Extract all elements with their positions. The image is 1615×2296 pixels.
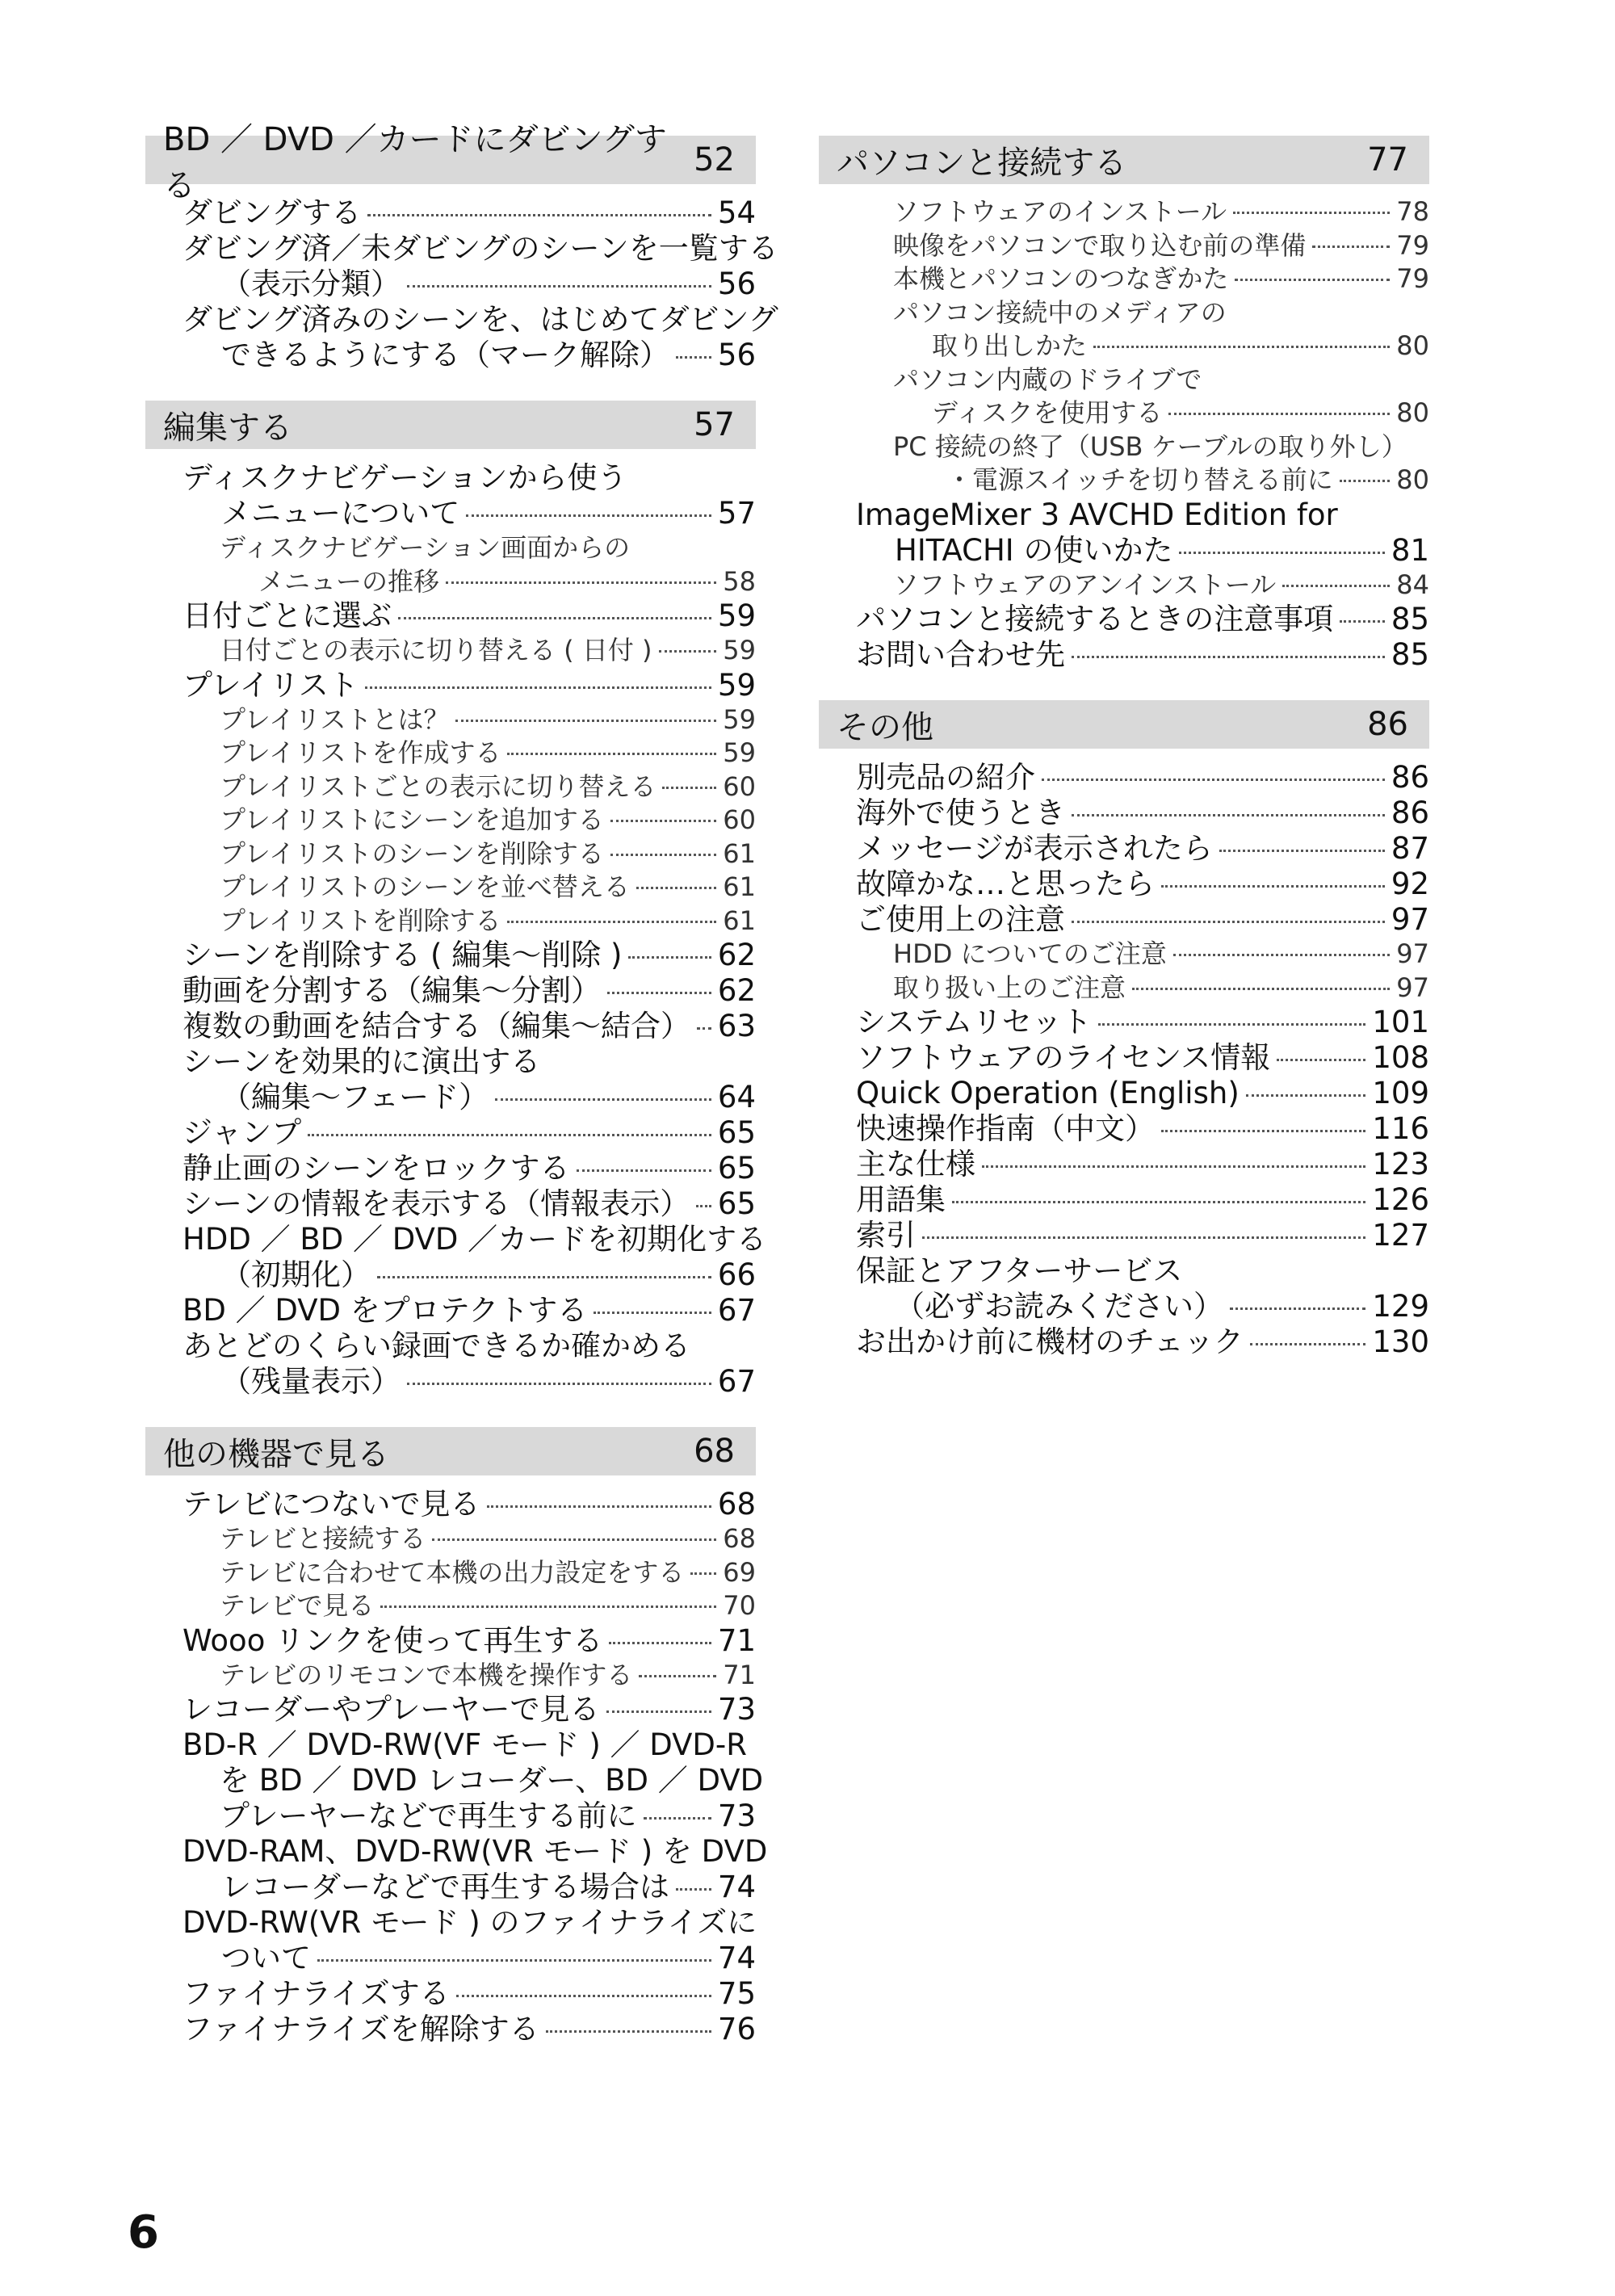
toc-entry-text: Quick Operation (English) [856, 1076, 1240, 1110]
section-title: 他の機器で見る [163, 1435, 389, 1473]
section-page: 68 [694, 1433, 735, 1470]
toc-entry[interactable] [145, 1727, 764, 1834]
toc-entry[interactable] [145, 770, 756, 804]
section-header [145, 401, 756, 449]
toc-entry-page: 65 [717, 1115, 756, 1150]
dot-leader [628, 956, 711, 959]
dot-leader [610, 854, 716, 856]
toc-entry[interactable] [145, 1222, 767, 1293]
dot-leader [546, 2030, 711, 2033]
dot-leader [507, 753, 716, 755]
toc-entry[interactable] [819, 229, 1429, 263]
toc-entry[interactable] [819, 430, 1429, 497]
toc-entry-text: システムリセット [856, 1005, 1092, 1039]
toc-entry-text: ソフトウェアのインストール [893, 196, 1227, 227]
dot-leader [495, 1098, 711, 1101]
toc-entry[interactable] [819, 363, 1429, 430]
toc-entry[interactable] [145, 1659, 756, 1693]
toc-entry-page: 60 [723, 804, 756, 835]
toc-entry[interactable] [819, 296, 1429, 363]
dot-leader [317, 1959, 711, 1962]
toc-entry[interactable] [145, 703, 756, 737]
toc-entry-page: 74 [717, 1870, 756, 1904]
dot-leader [609, 1642, 711, 1644]
toc-entry-text: ジャンプ [182, 1115, 302, 1150]
dot-leader [607, 992, 711, 994]
toc-entry-text: （初期化） [221, 1257, 371, 1292]
toc-entry-page: 70 [723, 1590, 756, 1621]
toc-entry[interactable] [145, 1186, 756, 1222]
toc-entry-page: 73 [717, 1799, 756, 1833]
toc-entry[interactable] [145, 1328, 756, 1400]
toc-entry-page: 87 [1391, 831, 1429, 866]
toc-entry-text: 日付ごとに選ぶ [182, 598, 392, 633]
toc-entry-page: 79 [1396, 229, 1429, 261]
toc-entry[interactable] [145, 1834, 768, 1905]
dot-leader [676, 1888, 711, 1891]
toc-entry-text: ダビング済／未ダビングのシーンを一覧する [182, 231, 778, 266]
toc-entry[interactable] [819, 1005, 1429, 1040]
dot-leader [690, 1572, 716, 1575]
dot-leader [1161, 1130, 1365, 1132]
toc-entry[interactable] [145, 1115, 756, 1151]
toc-entry-page: 126 [1372, 1182, 1429, 1217]
toc-entry-text: ImageMixer 3 AVCHD Edition for [856, 497, 1338, 532]
toc-entry-text: パソコン内蔵のドライブで [893, 363, 1202, 395]
toc-entry-text: HDD ／ BD ／ DVD ／カードを初期化する [182, 1222, 767, 1257]
toc-entry-page: 71 [717, 1622, 756, 1658]
toc-entry[interactable] [145, 668, 756, 703]
toc-entry-page: 71 [723, 1659, 756, 1690]
toc-entry-page: 85 [1391, 637, 1429, 672]
toc-entry-text: プレイリストとは？ [220, 703, 450, 735]
toc-entry-page: 97 [1396, 972, 1429, 1003]
toc-entry-page: 76 [717, 2012, 756, 2046]
toc-entry-text: プレーヤーなどで再生する前に [220, 1799, 637, 1833]
toc-entry-page: 80 [1396, 397, 1429, 428]
toc-entry-text: ソフトウェアのライセンス情報 [856, 1040, 1271, 1075]
toc-entry-text: 別売品の紹介 [856, 760, 1035, 795]
dot-leader [407, 1383, 711, 1385]
toc-entry-page: 130 [1372, 1324, 1429, 1359]
dot-leader [1340, 480, 1391, 482]
toc-entry-text: DVD-RAM、DVD-RW(VR モード ) を DVD [182, 1834, 768, 1869]
toc-entry-text: 故障かな…と思ったら [856, 867, 1155, 901]
toc-entry-page: 68 [723, 1523, 756, 1554]
dot-leader [606, 1710, 711, 1713]
section-entries [145, 195, 778, 373]
toc-entry-page: 64 [717, 1080, 756, 1114]
dot-leader [1233, 212, 1390, 214]
toc-entry[interactable] [145, 195, 756, 231]
toc-entry[interactable] [819, 262, 1429, 296]
dot-leader [662, 787, 716, 789]
section-entries [819, 760, 1429, 1360]
toc-entry[interactable] [819, 1182, 1429, 1218]
toc-entry-text: メッセージが表示されたら [856, 831, 1213, 866]
toc-entry[interactable] [145, 460, 756, 531]
toc-entry-page: 80 [1396, 464, 1429, 495]
dot-leader [1161, 885, 1385, 888]
toc-entry-text: テレビで見る [220, 1590, 375, 1621]
toc-entry-page: 80 [1396, 330, 1429, 361]
toc-entry-text: ソフトウェアのアンインストール [893, 569, 1277, 600]
toc-entry-text: ダビング済みのシーンを、はじめてダビング [182, 302, 778, 337]
toc-entry[interactable] [145, 1692, 756, 1727]
toc-entry-text: お出かけ前に機材のチェック [856, 1324, 1244, 1359]
toc-entry-text: 本機とパソコンのつなぎかた [893, 263, 1229, 294]
toc-entry-text: ファイナライズする [182, 1976, 450, 2011]
dot-leader [456, 1995, 711, 1997]
toc-entry-text: 保証とアフターサービス [856, 1253, 1183, 1288]
toc-entry-page: 81 [1391, 532, 1429, 568]
toc-entry[interactable] [145, 1044, 756, 1115]
toc-entry[interactable] [145, 531, 756, 598]
toc-entry[interactable] [819, 867, 1429, 902]
dot-leader [639, 1675, 716, 1677]
toc-entry[interactable] [145, 302, 778, 373]
toc-entry-text: シーンを削除する ( 編集〜削除 ) [182, 938, 623, 972]
dot-leader [1072, 814, 1385, 816]
dot-leader [1173, 954, 1390, 956]
toc-entry-page: 65 [717, 1186, 756, 1221]
toc-entry-page: 65 [717, 1151, 756, 1186]
dot-leader [610, 820, 716, 822]
toc-entry[interactable] [819, 795, 1429, 831]
toc-entry[interactable] [145, 1623, 756, 1659]
toc-entry[interactable] [145, 938, 756, 973]
dot-leader [365, 686, 711, 689]
toc-entry-text: HDD についてのご注意 [893, 938, 1167, 969]
toc-entry-page: 109 [1372, 1076, 1429, 1110]
toc-entry-text: あとどのくらい録画できるか確かめる [182, 1328, 690, 1363]
toc-entry-text: ディスクを使用する [932, 397, 1163, 428]
dot-leader [982, 1165, 1365, 1168]
toc-entry-page: 54 [717, 195, 756, 230]
toc-entry[interactable] [819, 760, 1429, 795]
dot-leader [1235, 279, 1390, 281]
toc-entry-page: 123 [1372, 1147, 1429, 1182]
toc-entry-page: 127 [1372, 1218, 1429, 1253]
toc-entry[interactable] [145, 1522, 756, 1556]
toc-entry-page: 85 [1391, 602, 1429, 636]
toc-entry-page: 56 [717, 267, 756, 301]
toc-entry-page: 67 [717, 1364, 756, 1399]
toc-entry[interactable] [145, 905, 756, 938]
toc-entry-text: プレイリスト [182, 667, 359, 703]
toc-entry-page: 86 [1391, 760, 1429, 795]
toc-entry-text: テレビと接続する [220, 1523, 426, 1554]
toc-entry[interactable] [819, 831, 1429, 867]
toc-entry[interactable] [819, 569, 1429, 602]
dot-leader [696, 1205, 711, 1207]
toc-entry[interactable] [819, 497, 1429, 569]
toc-entry[interactable] [819, 637, 1429, 673]
toc-entry-page: 59 [717, 598, 756, 633]
toc-entry-page: 61 [723, 837, 756, 869]
section-header [819, 136, 1429, 184]
section-header [145, 121, 756, 204]
toc-entry[interactable] [819, 1076, 1429, 1111]
toc-entry-text: シーンの情報を表示する（情報表示） [182, 1186, 690, 1221]
toc-entry-text: 映像をパソコンで取り込む前の準備 [893, 229, 1307, 261]
toc-entry-page: 58 [723, 565, 756, 597]
section-page: 57 [694, 406, 735, 443]
toc-entry-page: 84 [1396, 569, 1429, 600]
dot-leader [407, 285, 711, 288]
page-number: 6 [128, 2206, 159, 2259]
toc-entry-page: 62 [717, 973, 756, 1008]
toc-entry[interactable] [145, 737, 756, 770]
toc-entry-text: 用語集 [856, 1182, 946, 1217]
section-title: 編集する [163, 409, 292, 447]
section-entries [145, 460, 767, 1400]
toc-entry[interactable] [819, 195, 1429, 229]
section-header [145, 1427, 756, 1475]
toc-entry-text: できるようにする（マーク解除） [221, 338, 669, 372]
section-page: 77 [1367, 141, 1408, 178]
toc-entry-text: パソコンと接続するときの注意事項 [856, 602, 1334, 636]
toc-entry-page: 66 [717, 1257, 756, 1292]
dot-leader [577, 1169, 711, 1172]
toc-entry-text: プレイリストを作成する [220, 737, 501, 768]
dot-leader [308, 1134, 711, 1136]
toc-entry-text: ダビングする [182, 195, 362, 230]
dot-leader [644, 1817, 711, 1820]
toc-entry-page: 56 [717, 338, 756, 372]
toc-entry-text: レコーダーなどで再生する場合は [221, 1870, 669, 1904]
toc-entry-text: ご使用上の注意 [856, 902, 1065, 937]
dot-leader [1282, 585, 1390, 587]
section-page: 86 [1367, 706, 1408, 743]
toc-entry-text: シーンを効果的に演出する [182, 1044, 541, 1079]
dot-leader [398, 617, 711, 619]
toc-entry-text: 日付ごとの表示に切り替える ( 日付 ) [220, 635, 652, 665]
toc-entry-page: 60 [723, 770, 756, 802]
toc-entry[interactable] [145, 1556, 756, 1590]
toc-entry-text: メニューについて [221, 496, 460, 531]
toc-entry-text: DVD-RW(VR モード ) のファイナライズに [182, 1905, 757, 1940]
toc-entry-text: 静止画のシーンをロックする [182, 1151, 570, 1186]
toc-entry-text: テレビにつないで見る [182, 1487, 480, 1522]
toc-entry-page: 59 [717, 667, 756, 703]
toc-entry[interactable] [145, 871, 756, 905]
toc-entry-page: 69 [723, 1556, 756, 1588]
toc-entry-page: 59 [723, 703, 756, 735]
dot-leader [636, 887, 716, 889]
toc-entry[interactable] [819, 938, 1429, 972]
toc-entry-text: パソコン接続中のメディアの [893, 296, 1227, 328]
toc-entry-page: 59 [723, 737, 756, 768]
toc-entry-text: HITACHI の使いかた [895, 532, 1173, 568]
dot-leader [1093, 346, 1390, 348]
toc-entry-text: （必ずお読みください） [895, 1289, 1223, 1324]
section-entries [145, 1487, 768, 2047]
dot-leader [507, 921, 716, 923]
dot-leader [432, 1538, 716, 1541]
dot-leader [952, 1201, 1365, 1203]
toc-entry-text: （残量表示） [221, 1364, 401, 1399]
dot-leader [377, 1276, 711, 1278]
dot-leader [676, 356, 711, 359]
toc-column-left [145, 121, 778, 2075]
toc-entry[interactable] [819, 902, 1429, 938]
dot-leader [455, 720, 716, 722]
section-title: BD ／ DVD ／カードにダビングする [163, 121, 667, 204]
toc-entry-page: 63 [717, 1009, 756, 1043]
section-header [819, 700, 1429, 749]
toc-entry[interactable] [145, 1976, 756, 2012]
toc-entry-text: お問い合わせ先 [856, 637, 1065, 672]
toc-entry-text: テレビのリモコンで本機を操作する [220, 1659, 633, 1690]
dot-leader [1250, 1343, 1365, 1345]
toc-entry[interactable] [145, 1293, 756, 1328]
toc-entry[interactable] [819, 1147, 1429, 1182]
dot-leader [1072, 656, 1385, 658]
toc-entry-text: 取り扱い上のご注意 [893, 972, 1126, 1003]
toc-entry-text: ファイナライズを解除する [182, 2012, 539, 2046]
toc-entry-page: 129 [1372, 1289, 1429, 1324]
section-page: 52 [694, 141, 735, 178]
toc-entry-page: 86 [1391, 795, 1429, 830]
toc-entry-page: 75 [717, 1976, 756, 2011]
toc-entry-page: 73 [717, 1692, 756, 1727]
toc-entry-text: プレイリストのシーンを並べ替える [220, 871, 630, 902]
toc-entry-text: メニューの推移 [258, 565, 440, 597]
dot-leader [922, 1236, 1365, 1239]
toc-entry-page: 61 [723, 871, 756, 902]
toc-entry-page: 62 [717, 938, 756, 972]
toc-entry-text: 取り出しかた [932, 330, 1088, 361]
toc-entry-text: ディスクナビゲーション画面からの [220, 532, 631, 563]
toc-entry-text: （編集〜フェード） [221, 1080, 489, 1114]
toc-entry-text: 海外で使うとき [856, 795, 1065, 830]
toc-entry[interactable] [145, 1905, 756, 1976]
toc-entry-text: プレイリストにシーンを追加する [220, 804, 604, 835]
toc-entry[interactable] [145, 598, 756, 634]
toc-entry[interactable] [145, 2012, 756, 2047]
dot-leader [1219, 850, 1385, 852]
toc-entry-text: テレビに合わせて本機の出力設定をする [220, 1556, 685, 1588]
section-title: その他 [837, 708, 933, 746]
toc-entry-text: BD-R ／ DVD-RW(VF モード ) ／ DVD-R [182, 1727, 747, 1762]
toc-entry-text: PC 接続の終了（USB ケーブルの取り外し） [893, 430, 1407, 462]
dot-leader [1230, 1308, 1365, 1310]
dot-leader [1179, 552, 1384, 554]
dot-leader [1277, 1059, 1365, 1061]
dot-leader [594, 1312, 711, 1314]
toc-entry-page: 92 [1391, 867, 1429, 901]
toc-entry-text: 索引 [856, 1218, 916, 1253]
toc-entry-text: プレイリストのシーンを削除する [220, 837, 604, 869]
toc-entry-text: ・電源スイッチを切り替える前に [946, 464, 1333, 495]
toc-entry-page: 59 [723, 635, 756, 665]
section-title: パソコンと接続する [837, 144, 1127, 182]
dot-leader [1072, 921, 1385, 923]
toc-entry-page: 108 [1372, 1040, 1429, 1075]
toc-entry-text: 複数の動画を結合する（編集〜結合） [182, 1009, 690, 1043]
dot-leader [1312, 246, 1390, 248]
toc-entry-page: 78 [1396, 196, 1429, 227]
dot-leader [1246, 1094, 1366, 1097]
toc-entry-text: BD ／ DVD をプロテクトする [182, 1293, 588, 1328]
toc-entry[interactable] [145, 973, 756, 1009]
dot-leader [446, 581, 716, 584]
toc-entry[interactable] [819, 1253, 1429, 1324]
toc-entry[interactable] [145, 231, 778, 302]
toc-entry-text: プレイリストごとの表示に切り替える [220, 770, 656, 802]
toc-entry[interactable] [819, 1218, 1429, 1253]
toc-entry-page: 101 [1372, 1005, 1429, 1039]
toc-entry[interactable] [819, 1040, 1429, 1076]
toc-entry[interactable] [145, 1487, 756, 1522]
dot-leader [466, 514, 711, 517]
dot-leader [487, 1505, 711, 1508]
toc-entry-page: 61 [723, 905, 756, 936]
toc-entry[interactable] [819, 1324, 1429, 1360]
toc-entry[interactable] [145, 837, 756, 871]
dot-leader [1098, 1023, 1365, 1026]
toc-entry-text: プレイリストを削除する [220, 905, 501, 936]
toc-entry[interactable] [145, 1009, 756, 1044]
section-entries [819, 195, 1429, 673]
toc-entry-page: 97 [1391, 902, 1429, 937]
toc-entry-page: 97 [1396, 938, 1429, 969]
toc-entry-text: ついて [221, 1941, 311, 1975]
toc-entry[interactable] [819, 972, 1429, 1005]
dot-leader [659, 650, 717, 653]
toc-entry-page: 57 [717, 496, 756, 531]
toc-entry-text: （表示分類） [221, 267, 401, 301]
dot-leader [1168, 413, 1390, 415]
toc-entry-page: 79 [1396, 263, 1429, 294]
toc-entry[interactable] [819, 1111, 1429, 1147]
toc-entry-page: 67 [717, 1293, 756, 1328]
toc-column-right [819, 136, 1429, 1387]
toc-entry[interactable] [145, 634, 756, 668]
dot-leader [380, 1606, 716, 1608]
toc-entry-page: 74 [717, 1941, 756, 1975]
dot-leader [367, 214, 711, 216]
toc-entry-page: 116 [1372, 1111, 1429, 1146]
dot-leader [1340, 620, 1385, 623]
toc-entry-text: レコーダーやプレーヤーで見る [182, 1692, 600, 1727]
toc-entry-text: 主な仕様 [856, 1147, 975, 1182]
toc-entry[interactable] [145, 1589, 756, 1623]
dot-leader [697, 1027, 711, 1030]
toc-entry[interactable] [819, 602, 1429, 637]
toc-entry-text: を BD ／ DVD レコーダー、BD ／ DVD [220, 1763, 764, 1798]
toc-entry[interactable] [145, 1151, 756, 1186]
toc-entry-text: 快速操作指南（中文） [856, 1111, 1155, 1146]
toc-entry-page: 68 [717, 1487, 756, 1522]
dot-leader [1042, 779, 1385, 781]
dot-leader [1132, 988, 1390, 990]
toc-entry-text: Wooo リンクを使って再生する [182, 1622, 603, 1658]
toc-entry-text: 動画を分割する（編集〜分割） [182, 973, 601, 1008]
toc-entry-text: ディスクナビゲーションから使う [182, 460, 627, 495]
toc-entry[interactable] [145, 804, 756, 837]
